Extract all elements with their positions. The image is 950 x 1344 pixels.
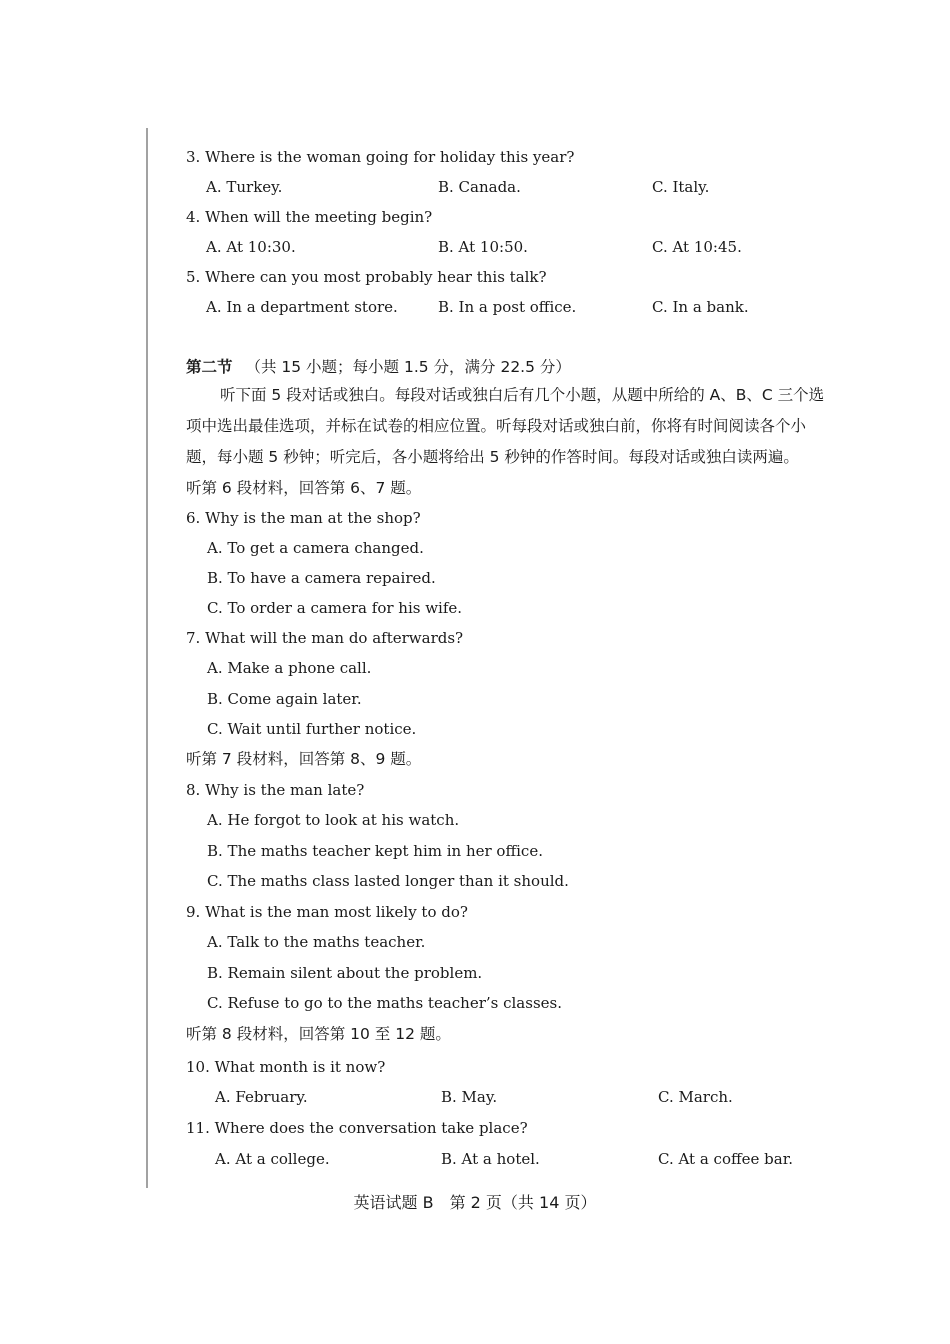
material-8-header: 听第 8 段材料，回答第 10 至 12 题。: [186, 1025, 451, 1043]
question-8-option-c: C. The maths class lasted longer than it should.: [207, 872, 569, 890]
question-10: 10. What month is it now?: [186, 1058, 386, 1076]
instruction-line-2: 项中选出最佳选项，并标在试卷的相应位置。听每段对话或独白前，你将有时间阅读各个小: [186, 417, 807, 435]
question-3: 3. Where is the woman going for holiday this year?: [186, 148, 575, 166]
option-a: A. At a college.: [215, 1150, 330, 1168]
question-6: 6. Why is the man at the shop?: [186, 509, 421, 527]
question-9-option-c: C. Refuse to go to the maths teacher’s classes.: [207, 994, 562, 1012]
option-b: B. Canada.: [438, 178, 521, 196]
question-5: 5. Where can you most probably hear this talk?: [186, 268, 547, 286]
section-heading: [186, 357, 571, 377]
question-7-option-a: A. Make a phone call.: [207, 659, 372, 677]
option-b: B. At 10:50.: [438, 238, 528, 256]
margin-line: [146, 128, 148, 1188]
option-b: B. May.: [441, 1088, 498, 1106]
question-8: 8. Why is the man late?: [186, 781, 365, 799]
option-c: C. At a coffee bar.: [658, 1150, 793, 1168]
option-b: B. At a hotel.: [441, 1150, 540, 1168]
question-9-option-a: A. Talk to the maths teacher.: [207, 933, 426, 951]
page-footer: 英语试题 B 第 2 页（共 14 页）: [353, 1193, 597, 1212]
question-7-option-b: B. Come again later.: [207, 690, 362, 708]
option-a: A. In a department store.: [206, 298, 398, 316]
question-8-option-a: A. He forgot to look at his watch.: [207, 811, 460, 829]
option-a: A. February.: [215, 1088, 308, 1106]
question-7-option-c: C. Wait until further notice.: [207, 720, 417, 738]
instruction-line-1: 听下面 5 段对话或独白。每段对话或独白后有几个小题，从题中所给的 A、B、C 三个选: [220, 386, 825, 404]
question-6-option-c: C. To order a camera for his wife.: [207, 599, 463, 617]
question-11: 11. Where does the conversation take place?: [186, 1119, 528, 1137]
question-6-option-b: B. To have a camera repaired.: [207, 569, 436, 587]
option-c: C. Italy.: [652, 178, 710, 196]
question-7: 7. What will the man do afterwards?: [186, 629, 464, 647]
question-9-option-b: B. Remain silent about the problem.: [207, 964, 483, 982]
question-4: 4. When will the meeting begin?: [186, 208, 433, 226]
material-6-header: 听第 6 段材料，回答第 6、7 题。: [186, 479, 422, 497]
question-8-option-b: B. The maths teacher kept him in her office.: [207, 842, 543, 860]
option-a: A. Turkey.: [206, 178, 283, 196]
option-a: A. At 10:30.: [206, 238, 296, 256]
instruction-line-3: 题，每小题 5 秒钟；听完后，各小题将给出 5 秒钟的作答时间。每段对话或独白读两遍。: [186, 448, 799, 466]
question-6-option-a: A. To get a camera changed.: [207, 539, 424, 557]
option-c: C. At 10:45.: [652, 238, 742, 256]
material-7-header: 听第 7 段材料，回答第 8、9 题。: [186, 750, 422, 768]
question-9: 9. What is the man most likely to do?: [186, 903, 468, 921]
section-score: （共 15 小题；每小题 1.5 分，满分 22.5 分）: [245, 358, 571, 376]
section-title: 第二节: [186, 358, 233, 376]
option-c: C. In a bank.: [652, 298, 749, 316]
option-c: C. March.: [658, 1088, 733, 1106]
option-b: B. In a post office.: [438, 298, 577, 316]
